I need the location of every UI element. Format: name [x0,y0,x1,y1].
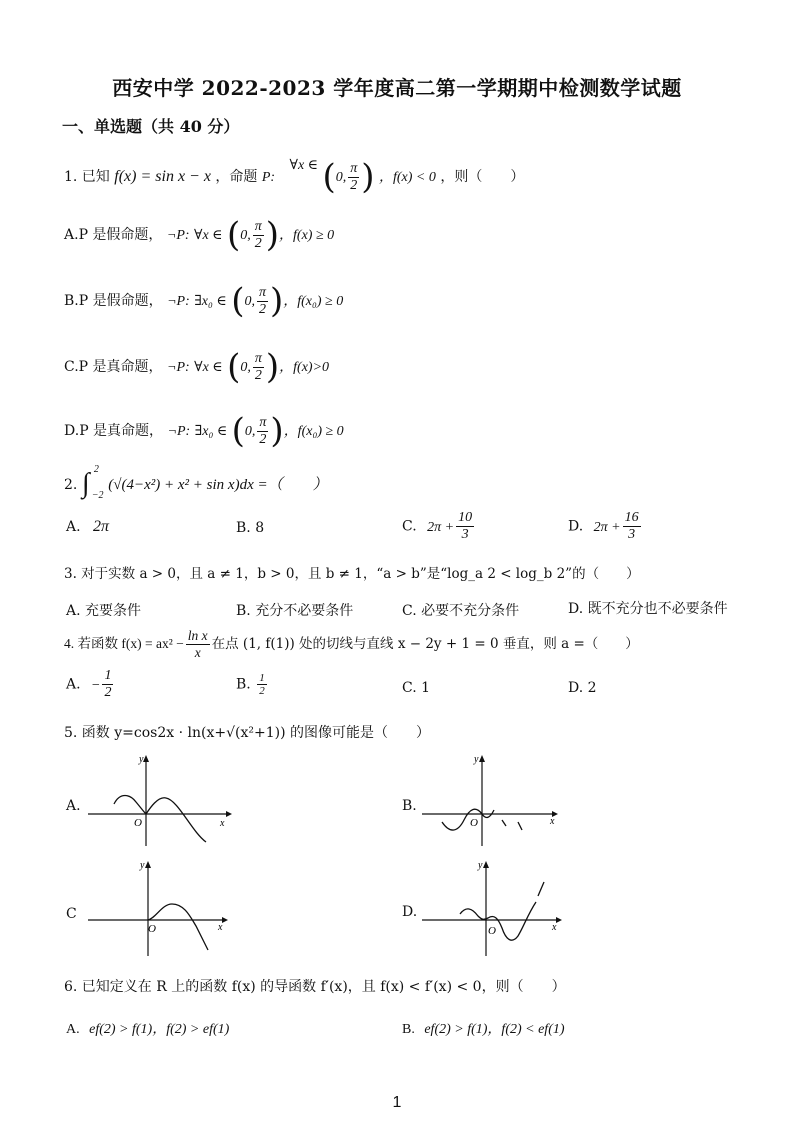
option-neg: ¬P: [167,360,190,375]
q4-option-c [402,680,430,696]
option-text: 1 [421,680,431,696]
option-text: 8 [255,520,265,536]
frac-num: π [254,350,262,366]
option-pre: − [91,677,101,693]
frac-num: ln x [187,628,208,643]
option-quant: ∀x ∈ [194,228,223,243]
frac-num: π [254,218,262,234]
q2-number: 2. [64,477,78,493]
page-title: 西安中学 2022-2023 学年度高二第一学期期中检测数学试题 [112,76,682,100]
option-label: A. [64,227,79,243]
option-label: C. [64,359,79,375]
graph-b [420,752,570,848]
option-text: P 是真命题， [79,423,164,439]
x-axis-label: x [220,818,225,829]
q1-paren-close: ) [361,157,375,197]
x-axis-label: x [552,922,557,933]
q3-option-c [402,600,519,620]
option-text: P 是假命题， [78,293,163,309]
q3-option-d [568,598,728,618]
option-label: D. [568,601,584,617]
q1-forall: ∀x ∈ [289,158,319,173]
origin-label: O [134,817,142,829]
curve-a [114,796,206,843]
graph-d [420,858,570,958]
q4-option-b [236,672,269,697]
q1-option-b: B.P 是假命题， ¬P: ∃x₀ ∈ (0, $\frac{\pi}{2}$ )，f(x₀) ≥ 0 [64,281,344,321]
q1-condition: ，f(x) < 0 [379,170,436,185]
option-label: B. [402,1022,415,1037]
section-heading: 一、单选题（共 40 分） [62,117,240,136]
option-neg: ¬P: [166,228,190,243]
frac-den: 3 [461,527,469,542]
q4-option-a [66,668,115,701]
q3-option-a [66,600,141,620]
option-pre: 2π + [427,519,455,535]
option-neg: ¬P: [167,294,190,309]
option-tail: ，f(x)>0 [279,360,330,375]
option-label: A. [66,519,81,535]
question-3: 3. 对于实数 a > 0，且 a ≠ 1，b > 0，且 b ≠ 1，“a > b”是“log_a 2 < log_b 2”的（ ） [64,566,640,582]
q1-function: f(x) = sin x − x [114,168,211,185]
integral-lower: −2 [91,490,104,501]
option-text: P 是假命题， [78,227,163,243]
q4-pre: 4. 若函数 f(x) = ax² − [64,636,184,651]
option-pre: 2π + [593,519,621,535]
frac-den: x [194,645,201,660]
question-2 [64,464,328,501]
frac-num: 1 [104,668,112,683]
graph-a-label: A. [66,798,81,814]
frac-num: π [258,284,266,300]
curve-b-dash2 [518,822,522,830]
origin-label: O [470,817,478,829]
y-axis-label: y [474,754,479,765]
q2-option-d [568,510,643,543]
curve-d-tail [538,882,544,896]
q1-end: ，则（ ） [440,169,525,185]
question-6: 6. 已知定义在 R 上的函数 f(x) 的导函数 f′(x)，且 f(x) < f′(x) < 0，则（ ） [64,979,566,995]
q1-paren-open: ( [322,157,336,197]
option-text: 2π [93,518,110,535]
option-quant: ∃x₀ ∈ [194,424,228,439]
option-label: B. [236,603,251,619]
q6-option-a [66,1018,229,1038]
q1-p: P: [261,170,276,185]
option-text: 充分不必要条件 [255,603,354,619]
q1-frac-den: 2 [350,177,358,193]
frac-den: 2 [259,431,267,447]
q2-option-a [66,518,109,536]
option-label: C. [402,603,417,619]
option-label: B. [236,676,251,693]
q2-option-b [236,520,264,536]
question-4 [64,628,639,661]
y-axis-label: y [139,754,144,765]
q1-zero: 0, [335,170,347,185]
q1-option-a: A.P 是假命题， ¬P: ∀x ∈ (0, $\frac{\pi}{2}$ )，f(x) ≥ 0 [64,215,335,255]
option-text: ef(2) > f(1)，f(2) < ef(1) [424,1022,565,1037]
curve-d [460,902,536,940]
frac-den: 2 [254,367,262,383]
origin-label: O [488,925,496,937]
option-text: 2 [587,680,597,696]
integral-sign [81,464,104,501]
option-tail: ，f(x₀) ≥ 0 [283,294,344,309]
option-label: B. [236,520,251,536]
option-text: ef(2) > f(1)，f(2) > ef(1) [89,1022,230,1037]
frac-den: 2 [258,301,266,317]
option-label: A. [66,676,81,693]
integral-upper: 2 [93,464,99,475]
graph-c-label: C [66,906,77,922]
q1-option-c: C.P 是真命题， ¬P: ∀x ∈ (0, $\frac{\pi}{2}$ )，f(x)>0 [64,347,330,387]
frac-den: 2 [104,685,112,700]
curve-c [148,904,208,950]
q1-number: 1. 已知 [64,169,110,185]
option-tail: ，f(x₀) ≥ 0 [283,424,344,439]
frac-den: 2 [254,235,262,251]
q2-body: (√(4−x²) + x² + sin x)dx =（ ） [108,477,328,493]
frac-num: π [259,414,267,430]
graph-c [86,858,236,958]
option-label: D. [568,518,584,535]
origin-label: O [148,923,156,935]
option-label: A. [66,603,81,619]
q6-option-b [402,1018,565,1038]
frac-num: 10 [458,510,473,525]
page-number: 1 [392,1094,402,1111]
option-label: A. [66,1022,80,1037]
option-text: 既不充分也不必要条件 [587,601,728,617]
q1-option-d: D.P 是真命题， ¬P: ∃x₀ ∈ (0, $\frac{\pi}{2}$ )，f(x₀) ≥ 0 [64,411,344,451]
x-axis-label: x [550,816,555,827]
option-text: 必要不充分条件 [421,603,520,619]
y-axis-label: y [140,860,145,871]
q2-option-c [402,510,476,543]
graph-d-label: D. [402,904,418,920]
graph-a [86,752,236,848]
option-label: D. [64,423,80,439]
y-axis-label: y [478,860,483,871]
q1-frac-num: π [350,160,358,176]
q1-mid: ，命题 [215,169,258,185]
frac-den: 3 [628,527,636,542]
option-quant: ∀x ∈ [194,360,223,375]
option-neg: ¬P: [167,424,191,439]
option-label: C. [402,518,417,535]
graph-b-label: B. [402,798,417,814]
question-1 [64,157,525,197]
option-text: P 是真命题， [78,359,163,375]
curve-b-dash1 [502,820,506,826]
q4-option-d [568,680,597,696]
integral-symbol: ∫ [81,468,90,499]
option-label: C. [402,680,417,696]
q1-fraction [348,161,359,194]
option-text: 充要条件 [85,603,142,619]
option-quant: ∃x₀ ∈ [194,294,227,309]
option-tail: ，f(x) ≥ 0 [279,228,335,243]
frac-num: 16 [624,510,639,525]
option-label: D. [568,680,584,696]
q3-option-b [236,600,353,620]
question-5: 5. 函数 y=cos2x · ln(x+√(x²+1)) 的图像可能是（ ） [64,725,430,741]
frac-num: 1 [259,672,265,684]
q4-post: 在点 (1, f(1)) 处的切线与直线 x − 2y + 1 = 0 垂直，则 a =（ ） [211,636,639,652]
x-axis-label: x [218,922,223,933]
option-label: B. [64,293,79,309]
curve-b [442,809,494,830]
frac-den: 2 [259,685,265,697]
